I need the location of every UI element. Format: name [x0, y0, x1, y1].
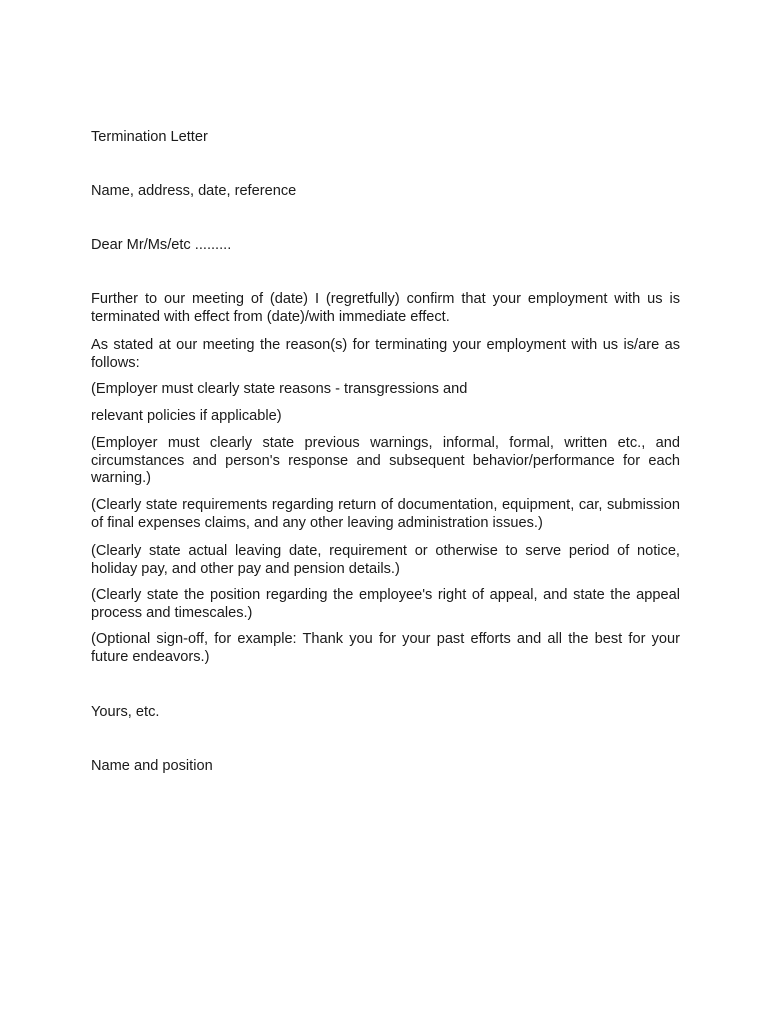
paragraph-reasons-line-1: (Employer must clearly state reasons - transgressions and: [91, 381, 468, 397]
paragraph-reasons-line-2: relevant policies if applicable): [91, 408, 282, 424]
closing: Yours, etc.: [91, 704, 160, 720]
salutation: Dear Mr/Ms/etc .........: [91, 237, 232, 253]
paragraph-previous-warnings: (Employer must clearly state previous warnings, informal, formal, written etc., and circumstances and person's response and subsequent behavior/performance for each warning.): [91, 435, 680, 486]
letter-title: Termination Letter: [91, 129, 208, 145]
paragraph-reasons-intro: As stated at our meeting the reason(s) for terminating your employment with us is/are as follows:: [91, 337, 680, 371]
recipient-details: Name, address, date, reference: [91, 183, 297, 199]
paragraph-leaving-date: (Clearly state actual leaving date, requirement or otherwise to serve period of notice, holiday pay, and other pay and pension details.): [91, 543, 680, 577]
paragraph-appeal: (Clearly state the position regarding the employee's right of appeal, and state the appeal process and timescales.): [91, 587, 680, 621]
paragraph-sign-off: (Optional sign-off, for example: Thank you for your past efforts and all the best for your future endeavors.): [91, 631, 680, 665]
signature-block: Name and position: [91, 758, 213, 774]
paragraph-confirmation: Further to our meeting of (date) I (regretfully) confirm that your employment with us is terminated with effect from (date)/with immediate effect.: [91, 291, 680, 325]
paragraph-return-requirements: (Clearly state requirements regarding return of documentation, equipment, car, submission of final expenses claims, and any other leaving administration issues.): [91, 497, 680, 531]
